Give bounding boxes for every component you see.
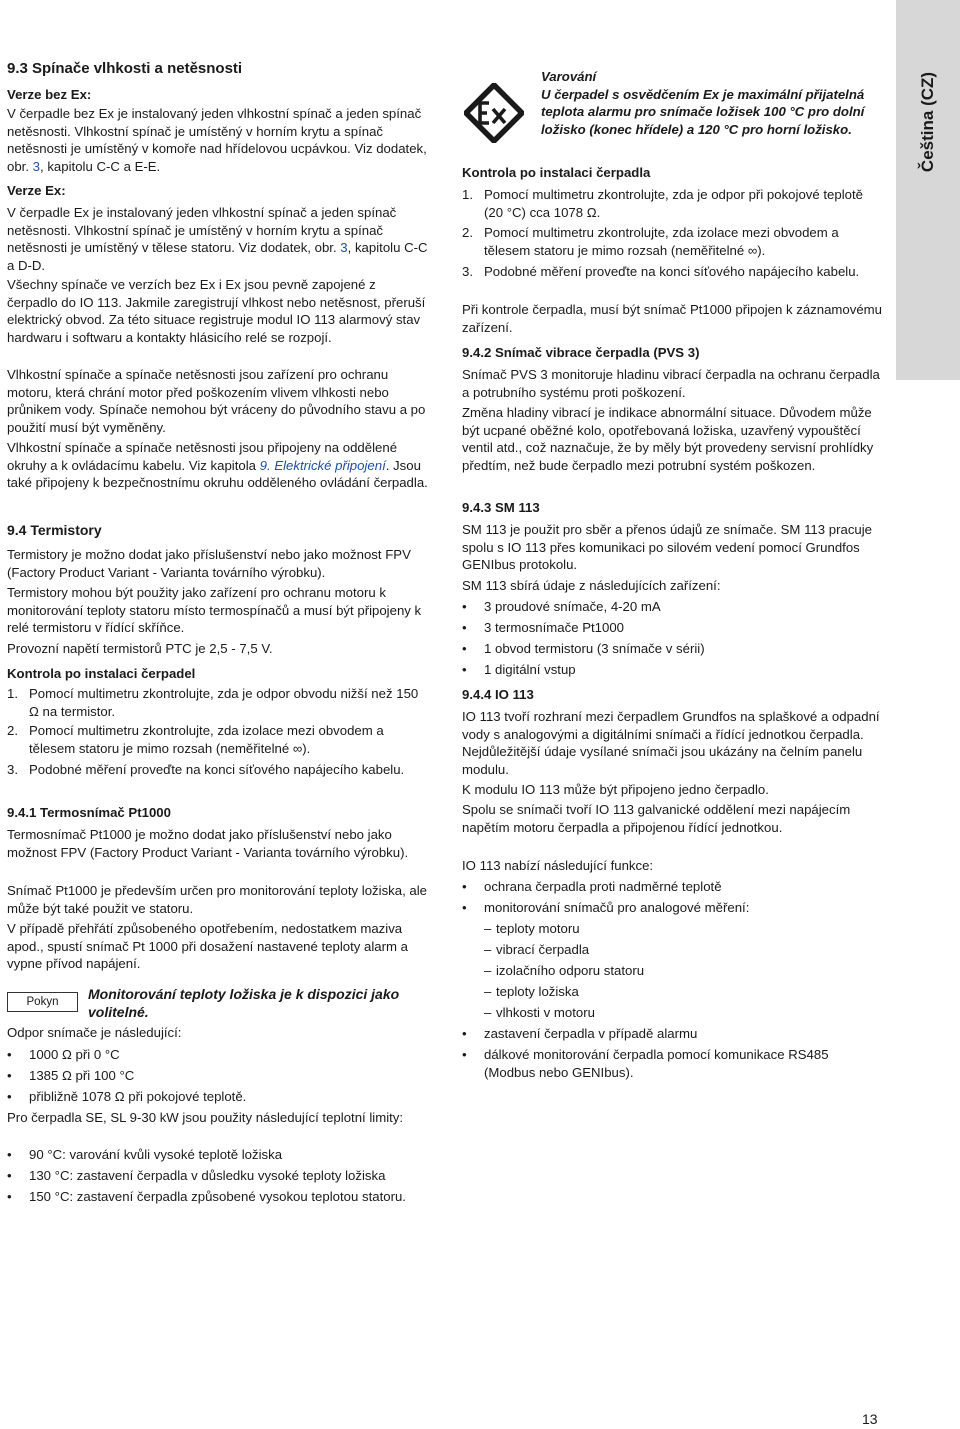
bez-ex-paragraph: V čerpadle bez Ex je instalovaný jeden vlhkostní spínač a jeden spínač netěsnosti. Vlhkostní spínač je umístěný v horním krytu a spínač netěsnosti je umístěný v komoře nad hřídelovou ucpávkou. Viz dodatek, obr. 3, kapitolu C-C a E-E. bbox=[7, 106, 427, 174]
ex-heading: Verze Ex: bbox=[7, 183, 66, 198]
sub-list-item: – teploty ložiska bbox=[484, 984, 579, 999]
warning-title: Varování bbox=[541, 69, 597, 84]
ex-paragraph: V čerpadle Ex je instalovaný jeden vlhkostní spínač a jeden spínač netěsnosti. Vlhkostní spínač je umístěný v horním krytu a spínač netěsnosti je umístěný v tělese statoru. Viz dodatek, obr. 3, kapitolu C-C a D-D. bbox=[7, 205, 428, 273]
pvs-paragraph-1: Snímač PVS 3 monitoruje hladinu vibrací čerpadla na ochranu čerpadla a potrubního systému proti poškození. bbox=[462, 367, 880, 400]
bullet-item: • dálkové monitorování čerpadla pomocí komunikace RS485 (Modbus nebo GENIbus). bbox=[462, 1047, 829, 1080]
sub-list-item: – vibrací čerpadla bbox=[484, 942, 590, 957]
bullet-item: • 1385 Ω při 100 °C bbox=[7, 1068, 135, 1083]
sub-list-item: – teploty motoru bbox=[484, 921, 580, 936]
bullet-item: • 1 obvod termistoru (3 snímače v sérii) bbox=[462, 641, 705, 656]
term-paragraph-3: Provozní napětí termistorů PTC je 2,5 - 7,5 V. bbox=[7, 641, 273, 656]
paragraph-protection: Vlhkostní spínače a spínače netěsnosti jsou zařízení pro ochranu motoru, která chrání motor před poškozením vlivem vlhkosti nebo průnikem vody. Spínače nemohou být vráceny do původního stavu a po použití musí být vyměněny. bbox=[7, 367, 426, 435]
term-paragraph-2: Termistory mohou být použity jako zařízení pro ochranu motoru k monitorování teploty statoru místo termospínačů a musí být připojeny k relé termistoru v řídící skříňce. bbox=[7, 585, 422, 636]
list-item: 1. Pomocí multimetru zkontrolujte, zda je odpor při pokojové teplotě (20 °C) cca 1078 Ω. bbox=[462, 187, 863, 220]
list-item: 1. Pomocí multimetru zkontrolujte, zda je odpor obvodu nižší než 150 Ω na termistor. bbox=[7, 686, 419, 719]
figure-ref-link[interactable]: 3 bbox=[32, 158, 41, 174]
list-item: 3. Podobné měření proveďte na konci síťového napájecího kabelu. bbox=[7, 762, 405, 777]
limits-intro: Pro čerpadla SE, SL 9-30 kW jsou použity následující teplotní limity: bbox=[7, 1110, 404, 1125]
io-paragraph-2: K modulu IO 113 může být připojeno jedno čerpadlo. bbox=[462, 782, 769, 797]
warning-box bbox=[541, 68, 886, 138]
sub-list-item: – izolačního odporu statoru bbox=[484, 963, 645, 978]
list-item: 3. Podobné měření proveďte na konci síťového napájecího kabelu. bbox=[462, 264, 860, 279]
bullet-item: • ochrana čerpadla proti nadměrné teplotě bbox=[462, 879, 722, 894]
bullet-item: • 3 proudové snímače, 4-20 mA bbox=[462, 599, 661, 614]
bullet-item: • 150 °C: zastavení čerpadla způsobené vysokou teplotou statoru. bbox=[7, 1189, 406, 1204]
paragraph-connection: Vlhkostní spínače a spínače netěsnosti jsou připojeny na oddělené okruhy a k ovládacímu kabelu. Viz kapitola 9. Elektrické připojení. Jsou také připojeny k bezpečnostnímu okruhu odděleného ovládání čerpadla. bbox=[7, 440, 428, 491]
bullet-item: • 130 °C: zastavení čerpadla v důsledku vysoké teploty ložiska bbox=[7, 1168, 386, 1183]
note-text: Monitorování teploty ložiska je k dispozici jako volitelné. bbox=[88, 986, 400, 1020]
pvs-heading: 9.4.2 Snímač vibrace čerpadla (PVS 3) bbox=[462, 345, 700, 360]
sm-heading: 9.4.3 SM 113 bbox=[462, 500, 540, 515]
chapter-link[interactable]: 9. Elektrické připojení bbox=[259, 457, 386, 473]
pt-paragraph-2: Snímač Pt1000 je především určen pro monitorování teploty ložiska, ale může být také použit ve statoru. bbox=[7, 883, 428, 916]
sub-list-item: – vlhkosti v motoru bbox=[484, 1005, 595, 1020]
bullet-item: • přibližně 1078 Ω při pokojové teplotě. bbox=[7, 1089, 247, 1104]
pvs-paragraph-2: Změna hladiny vibrací je indikace abnormální situace. Důvodem může být ucpané oběžné kolo, opotřebovaná ložiska, uzavřený vypouštěcí ventil atd., což naznačuje, že by měly být provedeny servisní prohlídky předtím, než bude čerpadlo mezi potrubní systém poškozen. bbox=[462, 405, 874, 473]
warning-text: U čerpadel s osvědčením Ex je maximální přijatelná teplota alarmu pro snímače ložisek 100 °C pro dolní ložisko (konec hřídele) a 120 °C pro horní ložisko. bbox=[541, 86, 865, 137]
bez-ex-heading: Verze bez Ex: bbox=[7, 87, 92, 102]
note-label: Pokyn bbox=[7, 992, 78, 1012]
pt1000-heading: 9.4.1 Termosnímač Pt1000 bbox=[7, 805, 171, 820]
page-number: 13 bbox=[862, 1411, 878, 1427]
ex-explosion-proof-icon bbox=[464, 83, 524, 143]
io-paragraph-3: Spolu se snímači tvoří IO 113 galvanické oddělení mezi napájecím napětím motoru čerpadla a připojenou řídící jednotkou. bbox=[462, 802, 851, 835]
paragraph-all-switches: Všechny spínače ve verzích bez Ex i Ex jsou pevně zapojené z čerpadlo do IO 113. Jakmile zaregistrují vlhkost nebo netěsnost, přeruší elektrický obvod. Za této situace registruje modul IO 113 alarmový stav hardwaru i softwaru a kontakty hlásicího relé se rozpojí. bbox=[7, 277, 426, 345]
odpor-intro: Odpor snímače je následující: bbox=[7, 1025, 182, 1040]
io-paragraph-4: IO 113 nabízí následující funkce: bbox=[462, 858, 654, 873]
io-paragraph-1: IO 113 tvoří rozhraní mezi čerpadlem Grundfos na splaškové a odpadní vody s analogovými a digitálními snímači a řídící jednotkou čerpadla. Nejdůležitější údaje vysílané snímači jsou ukázány na čelním panelu modulu. bbox=[462, 709, 880, 777]
sm-paragraph-1: SM 113 je použit pro sběr a přenos údajů ze snímače. SM 113 pracuje spolu s IO 113 přes komunikaci po silovém vedení pomocí Grundfos GENIbus protokolu. bbox=[462, 522, 873, 573]
bullet-item: • zastavení čerpadla v případě alarmu bbox=[462, 1026, 698, 1041]
pt-note-paragraph: Při kontrole čerpadla, musí být snímač Pt1000 připojen k záznamovému zařízení. bbox=[462, 302, 883, 335]
bullet-item: • 1000 Ω při 0 °C bbox=[7, 1047, 120, 1062]
bullet-item: • monitorování snímačů pro analogové měření: bbox=[462, 900, 750, 915]
pt-paragraph-1: Termosnímač Pt1000 je možno dodat jako příslušenství nebo jako možnost FPV (Factory Product Variant - Varianta továrního výrobku). bbox=[7, 827, 409, 860]
bullet-item: • 90 °C: varování kvůli vysoké teplotě ložiska bbox=[7, 1147, 283, 1162]
bullet-item: • 1 digitální vstup bbox=[462, 662, 576, 677]
kontrola-heading: Kontrola po instalaci čerpadel bbox=[7, 666, 196, 681]
language-tab-label: Čeština (CZ) bbox=[918, 71, 937, 173]
kontrola-heading: Kontrola po instalaci čerpadla bbox=[462, 165, 651, 180]
figure-ref-link[interactable]: 3 bbox=[340, 240, 348, 256]
pt-paragraph-3: V případě přehřátí způsobeného opotřebením, nedostatkem maziva apod., spustí snímač Pt 1000 při dosažení nastavené teploty alarm a vypne přívod napájení. bbox=[7, 921, 408, 972]
list-item: 2. Pomocí multimetru zkontrolujte, zda izolace mezi obvodem a tělesem statoru je mimo rozsah (neměřitelné ∞). bbox=[7, 723, 384, 756]
sm-paragraph-2: SM 113 sbírá údaje z následujících zařízení: bbox=[462, 578, 721, 593]
io-heading: 9.4.4 IO 113 bbox=[462, 687, 534, 702]
section-title: 9.3 Spínače vlhkosti a netěsnosti bbox=[7, 60, 243, 77]
bullet-item: • 3 termosnímače Pt1000 bbox=[462, 620, 625, 635]
language-tab bbox=[896, 0, 960, 380]
termistory-title: 9.4 Termistory bbox=[7, 522, 102, 538]
term-paragraph-1: Termistory je možno dodat jako příslušenství nebo jako možnost FPV (Factory Product Variant - Varianta továrního výrobku). bbox=[7, 547, 411, 580]
list-item: 2. Pomocí multimetru zkontrolujte, zda izolace mezi obvodem a tělesem statoru je mimo rozsah (neměřitelné ∞). bbox=[462, 225, 839, 258]
